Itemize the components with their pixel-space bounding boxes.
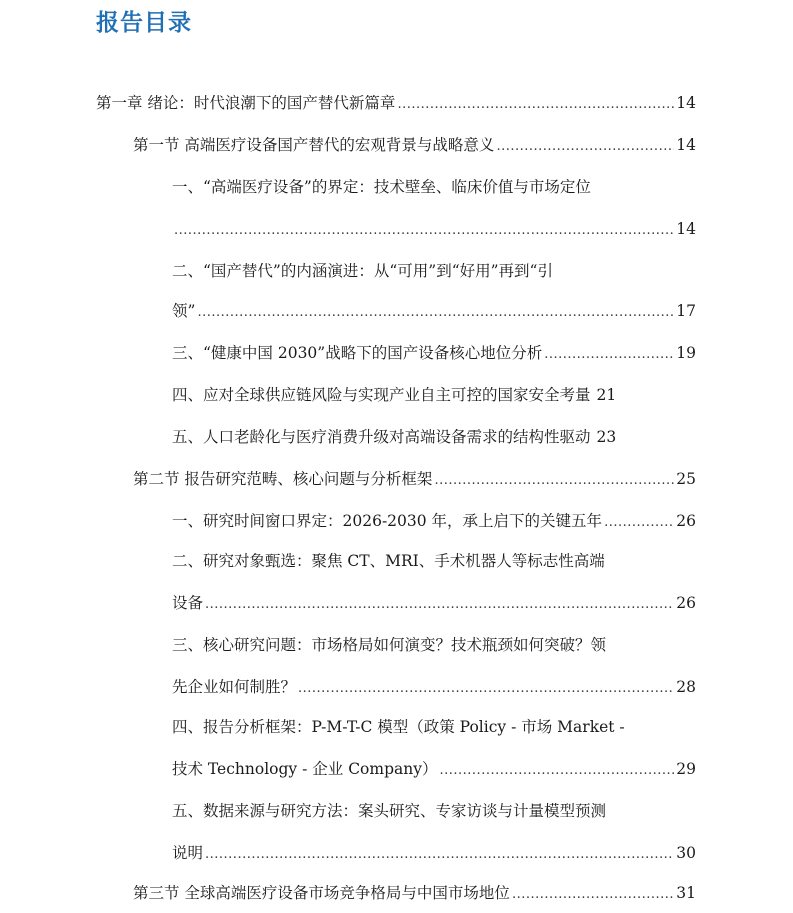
toc-entry-text: 一、研究时间窗口界定：2026-2030 年，承上启下的关键五年 [172,512,603,530]
toc-entry[interactable] [172,676,696,700]
toc-page-number: 19 [676,344,696,362]
toc-entry[interactable] [96,92,696,116]
toc-entry-text: 第一章 绪论：时代浪潮下的国产替代新篇章 [96,94,396,112]
toc-entry[interactable] [133,468,696,492]
toc-entry-text: 第二节 报告研究范畴、核心问题与分析框架 [133,470,433,488]
toc-page-number: 14 [676,220,696,238]
toc-leader [440,760,675,782]
toc-leader [197,302,674,324]
toc-entry-text: 第一节 高端医疗设备国产替代的宏观背景与战略意义 [133,136,495,154]
toc-entry[interactable] [172,384,696,406]
toc-leader [496,136,674,158]
toc-leader [397,94,674,116]
toc-entry[interactable] [172,842,696,866]
toc-entry-text: 第三节 全球高端医疗设备市场竞争格局与中国市场地位 [133,884,510,902]
toc-entry-text: 先企业如何制胜？ [172,678,297,696]
toc-entry-line1[interactable]: 二、研究对象甄选：聚焦 CT、MRI、手术机器人等标志性高端 [172,552,605,570]
toc-entry-line1[interactable]: 五、数据来源与研究方法：案头研究、专家访谈与计量模型预测 [172,802,607,820]
toc-page-number: 31 [676,884,696,902]
toc-entry[interactable] [133,134,696,158]
toc-entry[interactable] [172,342,696,366]
toc-entry-line1[interactable]: 三、核心研究问题：市场格局如何演变？技术瓶颈如何突破？领 [172,636,607,654]
toc-leader [434,470,674,492]
toc-page-number: 26 [676,594,696,612]
toc-page-number: 14 [676,136,696,154]
toc-entry[interactable] [172,758,696,782]
toc-page-number: 17 [676,302,696,320]
toc-page-number: 29 [676,760,696,778]
toc-entry-text: 说明 [172,844,204,862]
toc-entry[interactable] [172,592,696,616]
toc-entry-text: 设备 [172,594,204,612]
toc-leader [604,512,674,534]
toc-entry-line1[interactable]: 四、报告分析框架：P-M-T-C 模型（政策 Policy - 市场 Market - [172,718,625,736]
toc-entry[interactable] [172,218,696,242]
page-title: 报告目录 [96,10,192,36]
toc-entry[interactable] [172,300,696,324]
toc-entry-text: 技术 Technology - 企业 Company） [172,760,438,778]
toc-leader [512,884,674,906]
toc-page-number: 28 [676,678,696,696]
toc-entry[interactable] [133,882,696,906]
toc-entry-text: 三、“健康中国 2030”战略下的国产设备核心地位分析 [172,344,543,362]
toc-entry-text: 五、人口老龄化与医疗消费升级对高端设备需求的结构性驱动 [172,428,591,446]
toc-leader [174,220,674,242]
toc-page-number: 25 [676,470,696,488]
toc-page-number: 26 [676,512,696,530]
toc-entry-text: 四、应对全球供应链风险与实现产业自主可控的国家安全考量 [172,386,591,404]
toc-entry[interactable] [172,426,696,448]
toc-entry[interactable] [172,510,696,534]
toc-leader [544,344,674,366]
toc-page-number: 14 [676,94,696,112]
toc-page-number: 30 [676,844,696,862]
toc-entry-line1[interactable]: 二、“国产替代”的内涵演进：从“可用”到“好用”再到“引 [172,262,553,280]
toc-entry-text: 领” [172,302,196,320]
toc-leader [205,844,674,866]
toc-entry-line1[interactable]: 一、“高端医疗设备”的界定：技术壁垒、临床价值与市场定位 [172,178,591,196]
toc-page-number: 23 [596,428,617,446]
toc-leader [298,678,674,700]
toc-leader [205,594,674,616]
toc-page-number: 21 [596,386,617,404]
